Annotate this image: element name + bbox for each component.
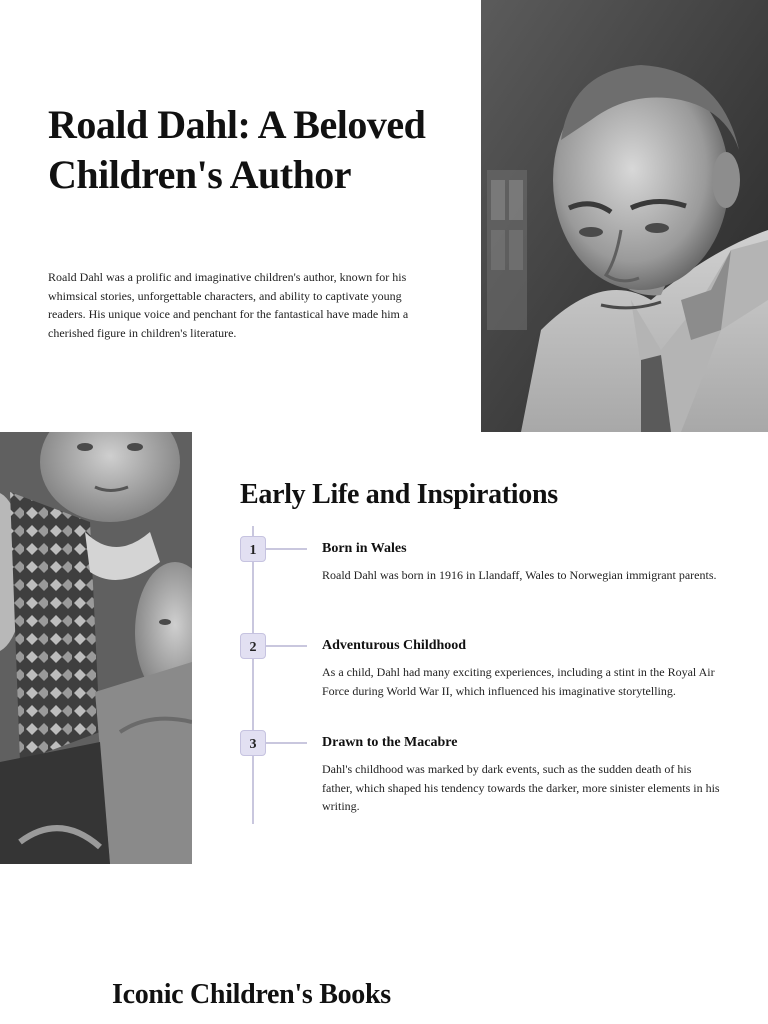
intro-paragraph: Roald Dahl was a prolific and imaginative children's author, known for his whimsical stories, unforgettable characters, and ability to captivate young readers. His unique voice and penchant for the fantastical have made him a cherished figure in children's literature. [48,270,409,340]
step-connector [266,548,307,550]
step-number-badge: 3 [240,730,266,756]
children-photo [0,432,192,864]
step-title: Born in Wales [322,541,407,556]
early-life-heading: Early Life and Inspirations [240,479,558,510]
step-number-badge: 1 [240,536,266,562]
timeline-line [252,526,254,824]
books-heading: Iconic Children's Books [112,979,391,1010]
step-connector [266,645,307,647]
page-title: Roald Dahl: A Beloved Children's Author [48,102,426,197]
step-number-badge: 2 [240,633,266,659]
step-title: Drawn to the Macabre [322,735,458,750]
step-connector [266,742,307,744]
step-description: As a child, Dahl had many exciting experiences, including a stint in the Royal Air Force during World War II, which influenced his imaginative storytelling. [322,665,715,698]
step-description: Roald Dahl was born in 1916 in Llandaff, Wales to Norwegian immigrant parents. [322,568,717,582]
step-title: Adventurous Childhood [322,638,467,653]
step-description: Dahl's childhood was marked by dark events, such as the sudden death of his father, which shaped his tendency towards the darker, more sinister elements in his writing. [322,762,720,813]
author-portrait-photo [481,0,768,432]
